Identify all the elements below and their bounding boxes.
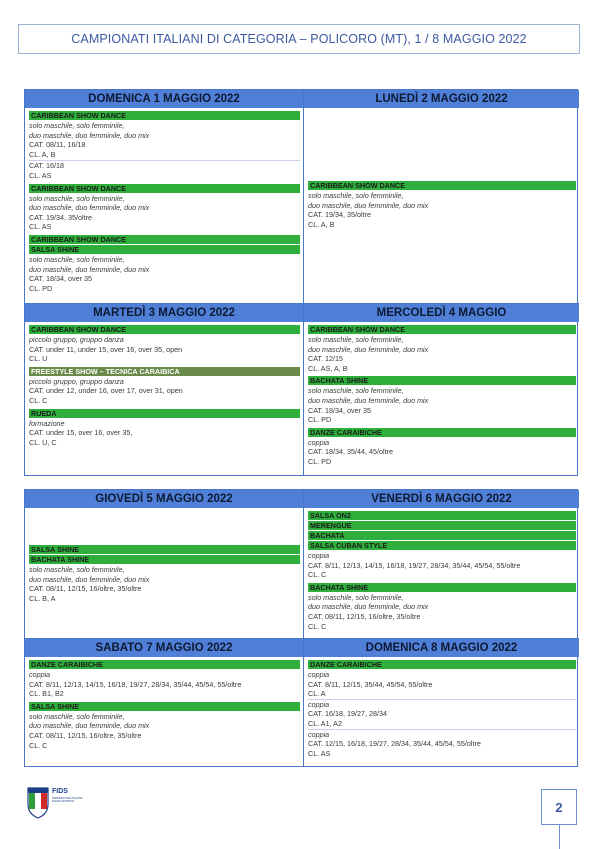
entry-line: solo maschile, solo femminile, xyxy=(308,335,404,344)
day-cell-sun8 xyxy=(304,638,579,766)
category-bar: SALSA SHINE xyxy=(29,702,300,711)
entry-line: CL. B1, B2 xyxy=(29,689,64,699)
entry-line: CAT. 18/34, 35/44, 45/oltre xyxy=(308,447,393,457)
day-body xyxy=(304,108,579,231)
entry-line: solo maschile, solo femminile, xyxy=(29,254,125,264)
category-bar: FREESTYLE SHOW – TECNICA CARAIBICA xyxy=(29,367,300,376)
category-bar: CARIBBEAN SHOW DANCE xyxy=(29,111,300,120)
entry-line: CL. A xyxy=(308,689,326,699)
entry-line: CL. A1, A2 xyxy=(308,718,342,728)
day-header: LUNEDÌ 2 MAGGIO 2022 xyxy=(304,90,579,108)
entry-line: CL. C xyxy=(29,395,48,405)
entry-line: CL. PD xyxy=(308,456,332,466)
entry-line: CAT. 8/11, 12/13, 14/15, 16/18, 19/27, 28/34, 35/44, 45/54, 55/oltre xyxy=(29,679,242,689)
day-header: DOMENICA 1 MAGGIO 2022 xyxy=(25,90,303,108)
entry-line: coppia xyxy=(308,670,330,679)
page-number-rule xyxy=(559,825,560,849)
day-header: SABATO 7 MAGGIO 2022 xyxy=(25,639,303,657)
entry-line: duo maschile, duo femminile, duo mix xyxy=(29,203,150,213)
entry-line: CAT. 12/15 xyxy=(308,354,344,364)
category-bar: BACHATA SHINE xyxy=(308,376,576,385)
entry-line: CAT. 8/11, 12/15, 35/44, 45/54, 55/oltre xyxy=(308,679,433,689)
entry-line: CAT. 16/18, 19/27, 28/34 xyxy=(308,709,387,719)
category-bar: BACHATA SHINE xyxy=(308,583,576,592)
entry-line: CL. C xyxy=(308,570,327,580)
day-header: MARTEDÌ 3 MAGGIO 2022 xyxy=(25,304,303,322)
entry-line: CAT. 08/11, 12/15, 16/oltre, 35/oltre xyxy=(308,611,421,621)
entry-line: formazione xyxy=(29,418,65,428)
entry-line: coppia xyxy=(308,551,330,560)
category-bar: CARIBBEAN SHOW DANCE xyxy=(308,325,576,334)
category-bar: DANZE CARAIBICHE xyxy=(29,660,300,669)
entry-line: piccolo gruppo, gruppo danza xyxy=(29,335,124,344)
entry-line: CAT. 18/34, over 35 xyxy=(29,274,92,284)
category-bar: CARIBBEAN SHOW DANCE xyxy=(308,181,576,190)
schedule-table-week-1 xyxy=(24,89,578,476)
day-body xyxy=(25,108,303,295)
entry-line: CL. AS xyxy=(308,748,331,758)
entry-line: CL. U, C xyxy=(29,437,57,447)
entry-line: duo maschile, duo femminile, duo mix xyxy=(308,200,429,210)
entry-line: solo maschile, solo femminile, xyxy=(29,565,125,574)
day-cell-tue3 xyxy=(25,303,304,475)
logo-subtext: FEDERAZIONE ITALIANA DANZA SPORTIVA xyxy=(52,797,83,803)
day-header: MERCOLEDÌ 4 MAGGIO xyxy=(304,304,579,322)
entry-line: CL. U xyxy=(29,354,48,364)
entry-line: solo maschile, solo femminile, xyxy=(308,191,404,200)
schedule-table-week-2 xyxy=(24,489,578,767)
entry-line: CAT. 12/15, 16/18, 19/27, 28/34, 35/44, 45/54, 55/oltre xyxy=(308,739,481,749)
day-cell-wed4 xyxy=(304,303,579,475)
entry-line: coppia xyxy=(308,699,576,710)
category-bar: BACHATA SHINE xyxy=(29,555,300,564)
entry-line: CAT. under 15, over 16, over 35, xyxy=(29,428,133,438)
entry-line: CAT. 19/34, 35/oltre xyxy=(308,210,371,220)
category-bar: BACHATA xyxy=(308,531,576,540)
category-bar: CARIBBEAN SHOW DANCE xyxy=(29,325,300,334)
entry-line: duo maschile, duo femminile, duo mix xyxy=(308,395,429,405)
day-header: DOMENICA 8 MAGGIO 2022 xyxy=(304,639,579,657)
category-bar: SALSA SHINE xyxy=(29,545,300,554)
day-header: VENERDÌ 6 MAGGIO 2022 xyxy=(304,490,579,508)
day-header: GIOVEDÌ 5 MAGGIO 2022 xyxy=(25,490,303,508)
entry-line: duo maschile, duo femminile, duo mix xyxy=(29,721,150,731)
category-bar: CARIBBEAN SHOW DANCE xyxy=(29,184,300,193)
entry-line: CL. B, A xyxy=(29,593,56,603)
entry-line: solo maschile, solo femminile, xyxy=(308,386,404,396)
day-body xyxy=(304,322,579,469)
category-bar: CARIBBEAN SHOW DANCE xyxy=(29,235,300,244)
entry-line: duo maschile, duo femminile, duo mix xyxy=(308,344,429,354)
entry-line: solo maschile, solo femminile, xyxy=(29,193,125,203)
logo-text: FIDS xyxy=(52,788,68,795)
category-bar: SALSA SHINE xyxy=(29,245,300,254)
entry-line: CL. C xyxy=(29,740,48,750)
category-bar: RUEDA xyxy=(29,409,300,418)
day-body xyxy=(304,508,579,633)
entry-line: duo maschile, duo femminile, duo mix xyxy=(29,264,150,274)
entry-line: solo maschile, solo femminile, xyxy=(29,121,125,130)
day-body xyxy=(304,657,579,760)
entry-line: coppia xyxy=(308,437,330,447)
category-bar: MERENGUE xyxy=(308,521,576,530)
category-bar: DANZE CARAIBICHE xyxy=(308,428,576,437)
entry-line: CL. A, B xyxy=(29,149,56,159)
entry-line: CAT. 08/11, 12/15, 16/oltre, 35/oltre xyxy=(29,730,142,740)
entry-line: CL. AS xyxy=(29,222,52,232)
day-body xyxy=(25,508,303,605)
entry-line: CL. PD xyxy=(29,283,53,293)
day-cell-thu5 xyxy=(25,490,304,638)
page-number: 2 xyxy=(541,789,577,825)
entry-line: solo maschile, solo femminile, xyxy=(308,592,404,602)
entry-line: CL. AS xyxy=(29,170,52,180)
entry-line: coppia xyxy=(308,729,576,740)
day-cell-mon2 xyxy=(304,90,579,303)
entry-line: piccolo gruppo, gruppo danza xyxy=(29,376,124,386)
category-bar: SALSA ON2 xyxy=(308,511,576,520)
entry-line: CL. A, B xyxy=(308,219,335,229)
entry-line: CAT. 08/11, 12/15, 16/oltre, 35/oltre xyxy=(29,584,142,594)
entry-line: CAT. 08/11, 16/18 xyxy=(29,140,86,150)
entry-line: CAT. under 11, under 15, over 16, over 35, open xyxy=(29,344,183,354)
day-cell-sun1 xyxy=(25,90,304,303)
entry-line: CAT. 19/34, 35/oltre xyxy=(29,212,92,222)
entry-line: CL. C xyxy=(308,621,327,631)
day-cell-sat7 xyxy=(25,638,304,766)
entry-line: CL. PD xyxy=(308,415,332,425)
entry-line: duo maschile, duo femminile, duo mix xyxy=(308,602,429,612)
category-bar: DANZE CARAIBICHE xyxy=(308,660,576,669)
day-body xyxy=(25,657,303,752)
entry-line: coppia xyxy=(29,670,51,679)
entry-line: CAT. 18/34, over 35 xyxy=(308,405,371,415)
fids-logo xyxy=(26,786,86,825)
entry-line: CAT. 8/11, 12/13, 14/15, 16/18, 19/27, 28/34, 35/44, 45/54, 55/oltre xyxy=(308,560,521,570)
entry-line: CL. AS, A, B xyxy=(308,363,348,373)
category-bar: SALSA CUBAN STYLE xyxy=(308,541,576,550)
entry-line: duo maschile, duo femminile, duo mix xyxy=(29,574,150,584)
entry-line: CAT. under 12, under 16, over 17, over 31, open xyxy=(29,386,183,396)
day-body xyxy=(25,322,303,449)
entry-line: duo maschile, duo femminile, duo mix xyxy=(29,130,150,140)
entry-line: CAT. 16/18 xyxy=(29,160,300,171)
day-cell-fri6 xyxy=(304,490,579,638)
document-title: CAMPIONATI ITALIANI DI CATEGORIA – POLICORO (MT), 1 / 8 MAGGIO 2022 xyxy=(18,24,580,54)
entry-line: solo maschile, solo femminile, xyxy=(29,711,125,721)
